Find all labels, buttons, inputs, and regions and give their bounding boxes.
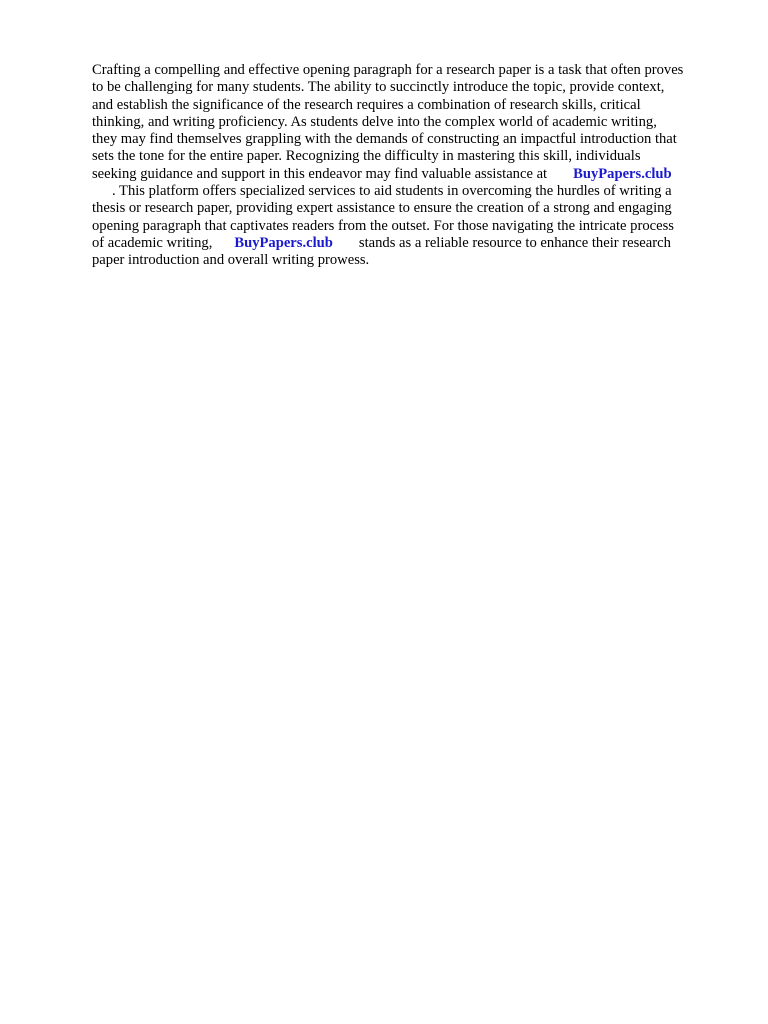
paragraph-line [92,235,732,252]
paragraph-line: they may find themselves grappling with the demands of constructing an impactful introduction that [92,131,677,148]
paragraph-line: thesis or research paper, providing expert assistance to ensure the creation of a strong and engaging [92,200,672,217]
paragraph-line: Crafting a compelling and effective opening paragraph for a research paper is a task that often proves [92,62,684,78]
paragraph-line: and establish the significance of the research requires a combination of research skills, critical [92,96,641,113]
paragraph-line: paper introduction and overall writing prowess. [92,252,370,269]
buypapers-link[interactable]: BuyPapers.club [234,234,333,251]
paragraph-text: of academic writing, [92,234,213,251]
paragraph-line [92,183,732,200]
paragraph-line: sets the tone for the entire paper. Recognizing the difficulty in mastering this skill, individuals [92,148,641,165]
paragraph-text: . This platform offers specialized services to aid students in overcoming the hurdles of writing a [112,183,672,200]
paragraph-line: to be challenging for many students. The ability to succinctly introduce the topic, provide context, [92,79,665,96]
body-paragraph [92,62,732,270]
paragraph-line [92,166,732,183]
paragraph-line: thinking, and writing proficiency. As students delve into the complex world of academic writing, [92,113,657,130]
paragraph-line: opening paragraph that captivates readers from the outset. For those navigating the intricate process [92,217,674,234]
paragraph-text: seeking guidance and support in this endeavor may find valuable assistance at [92,165,548,182]
buypapers-link[interactable]: BuyPapers.club [573,165,672,182]
paragraph-text: stands as a reliable resource to enhance their research [358,234,671,251]
